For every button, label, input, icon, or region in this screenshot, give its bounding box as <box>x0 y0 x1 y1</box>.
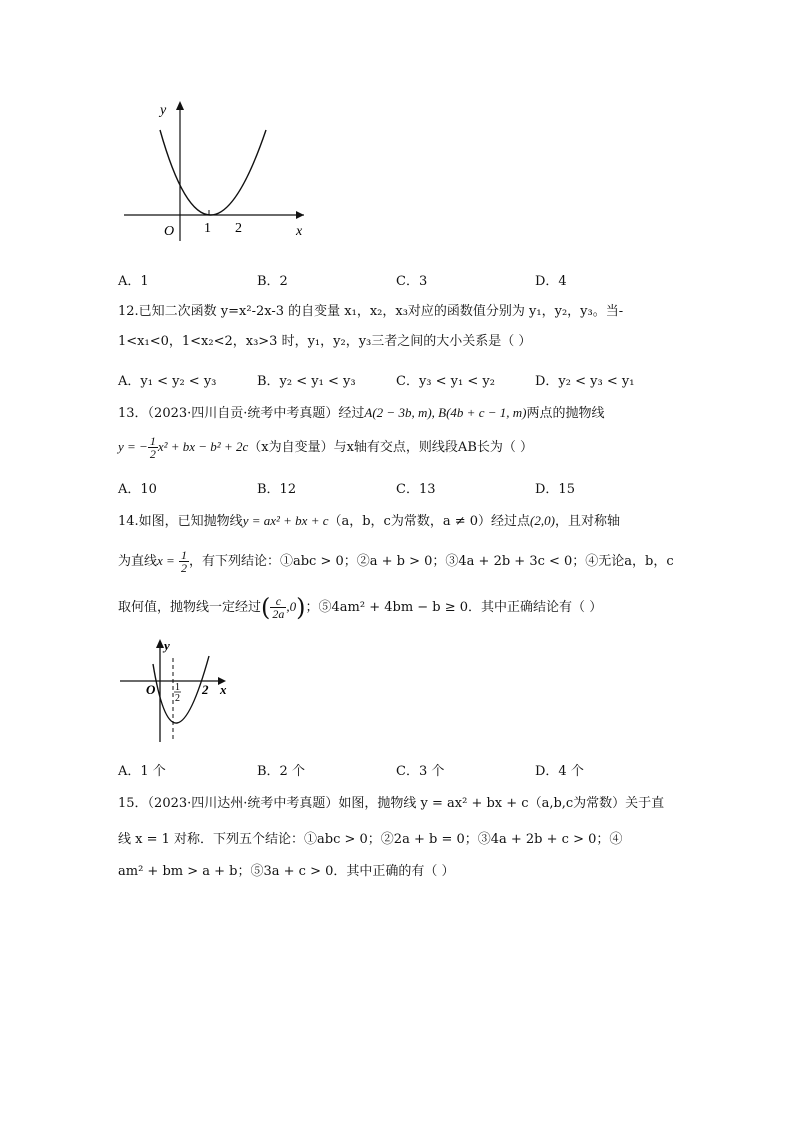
x-axis-label: x <box>220 682 227 697</box>
q14-line3-a: 取何值，抛物线一定经过 <box>118 600 262 615</box>
q14-option-b: B．2 个 <box>257 764 305 779</box>
q15-stem-line2: 线 x = 1 对称．下列五个结论：①abc > 0；②2a + b = 0；③4a + 2b + c > 0；④ <box>118 832 623 847</box>
q14-line1-point: (2,0) <box>530 513 555 528</box>
y-axis-label: y <box>164 638 170 653</box>
q14-frac3-den: 2a <box>272 607 285 621</box>
q14-frac-num: 1 <box>180 548 187 562</box>
q14-line3-b: ；⑤4am² + 4bm − b ≥ 0．其中正确结论有（ ） <box>305 600 603 615</box>
q12-option-b: B．y₂ < y₁ < y₃ <box>257 374 356 389</box>
x-axis-label: x <box>296 224 303 239</box>
q13-option-c: C．13 <box>396 482 436 497</box>
q13-line2-text: （x为自变量）与x轴有交点，则线段AB长为（ ） <box>248 440 534 455</box>
q14-fraction-half <box>179 549 189 574</box>
q14-option-a: A．1 个 <box>118 764 166 779</box>
q13-eq-start: y = − <box>118 439 148 454</box>
origin-label: O <box>164 224 175 239</box>
q15-stem-line3: am² + bm > a + b；⑤3a + c > 0．其中正确的有（ ） <box>118 864 455 879</box>
q13-suffix: 两点的抛物线 <box>526 406 605 421</box>
x-axis-arrow <box>296 211 304 219</box>
q14-frac-den: 2 <box>180 561 187 575</box>
half-num-label: 1 <box>175 682 180 693</box>
q13-eq-rest: x² + bx − b² + 2c <box>157 439 249 454</box>
q11-option-b: B．2 <box>257 274 288 289</box>
tick-2-label: 2 <box>202 682 209 697</box>
q13-frac-num: 1 <box>149 434 156 448</box>
half-den-label: 2 <box>175 693 180 704</box>
q13-option-d: D．15 <box>535 482 575 497</box>
parabola-curve <box>160 130 266 215</box>
q13-stem-line1 <box>118 404 604 423</box>
q14-stem-line1 <box>118 512 620 531</box>
y-axis-label: y <box>160 103 167 118</box>
parabola-curve <box>153 656 209 723</box>
q11-option-d: D．4 <box>535 274 567 289</box>
q14-line1-b: （a，b，c为常数，a ≠ 0）经过点 <box>328 514 531 529</box>
q14-frac3-num: c <box>270 595 286 608</box>
q14-line1-a: 14.如图，已知抛物线 <box>118 514 243 529</box>
q14-fraction-c2a <box>270 595 286 620</box>
q14-line1-c: ，且对称轴 <box>554 514 620 529</box>
q13-fraction <box>148 435 158 460</box>
q13-prefix: 13．（2023·四川自贡·统考中考真题）经过 <box>118 406 365 421</box>
q14-stem-line2 <box>118 548 674 575</box>
parabola-figure-q11 <box>118 95 318 245</box>
q13-frac-den: 2 <box>149 447 156 461</box>
q13-option-b: B．12 <box>257 482 297 497</box>
q13-stem-line2 <box>118 434 533 461</box>
q12-option-c: C．y₃ < y₁ < y₂ <box>396 374 495 389</box>
q14-paren-open: ( <box>261 593 271 622</box>
q14-line2-eq: x = <box>157 553 175 568</box>
q14-option-c: C．3 个 <box>396 764 445 779</box>
parabola-figure-q14 <box>118 636 238 746</box>
q12-stem-line1: 12.已知二次函数 y=x²-2x-3 的自变量 x₁，x₂，x₃对应的函数值分别为 y₁，y₂，y₃。当- <box>118 304 624 319</box>
origin-label: O <box>146 682 156 697</box>
q11-option-c: C．3 <box>396 274 428 289</box>
q13-option-a: A．10 <box>118 482 157 497</box>
q14-stem-line3 <box>118 592 602 623</box>
q12-stem-line2: 1<x₁<0，1<x₂<2，x₃>3 时，y₁，y₂，y₃三者之间的大小关系是（ ） <box>118 334 532 349</box>
y-axis-arrow <box>176 101 184 110</box>
q13-points: A(2 − 3b, m), B(4b + c − 1, m) <box>364 405 527 420</box>
q14-line3-tail: ,0 <box>286 599 297 614</box>
tick-1-label: 1 <box>204 221 211 236</box>
q14-line1-eq: y = ax² + bx + c <box>242 513 329 528</box>
q15-stem-line1: 15．（2023·四川达州·统考中考真题）如图，抛物线 y = ax² + bx + c（a,b,c为常数）关于直 <box>118 796 665 811</box>
q14-option-d: D．4 个 <box>535 764 584 779</box>
q11-option-a: A．1 <box>118 274 149 289</box>
tick-2-label: 2 <box>235 221 242 236</box>
q14-paren-close: ) <box>296 593 306 622</box>
q12-option-a: A．y₁ < y₂ < y₃ <box>118 374 217 389</box>
q14-line2-b: ，有下列结论：①abc > 0；②a + b > 0；③4a + 2b + 3c < 0；④无论a，b，c <box>188 554 674 569</box>
q14-line2-a: 为直线 <box>118 554 158 569</box>
y-axis-arrow <box>156 639 164 648</box>
q12-option-d: D．y₂ < y₃ < y₁ <box>535 374 635 389</box>
